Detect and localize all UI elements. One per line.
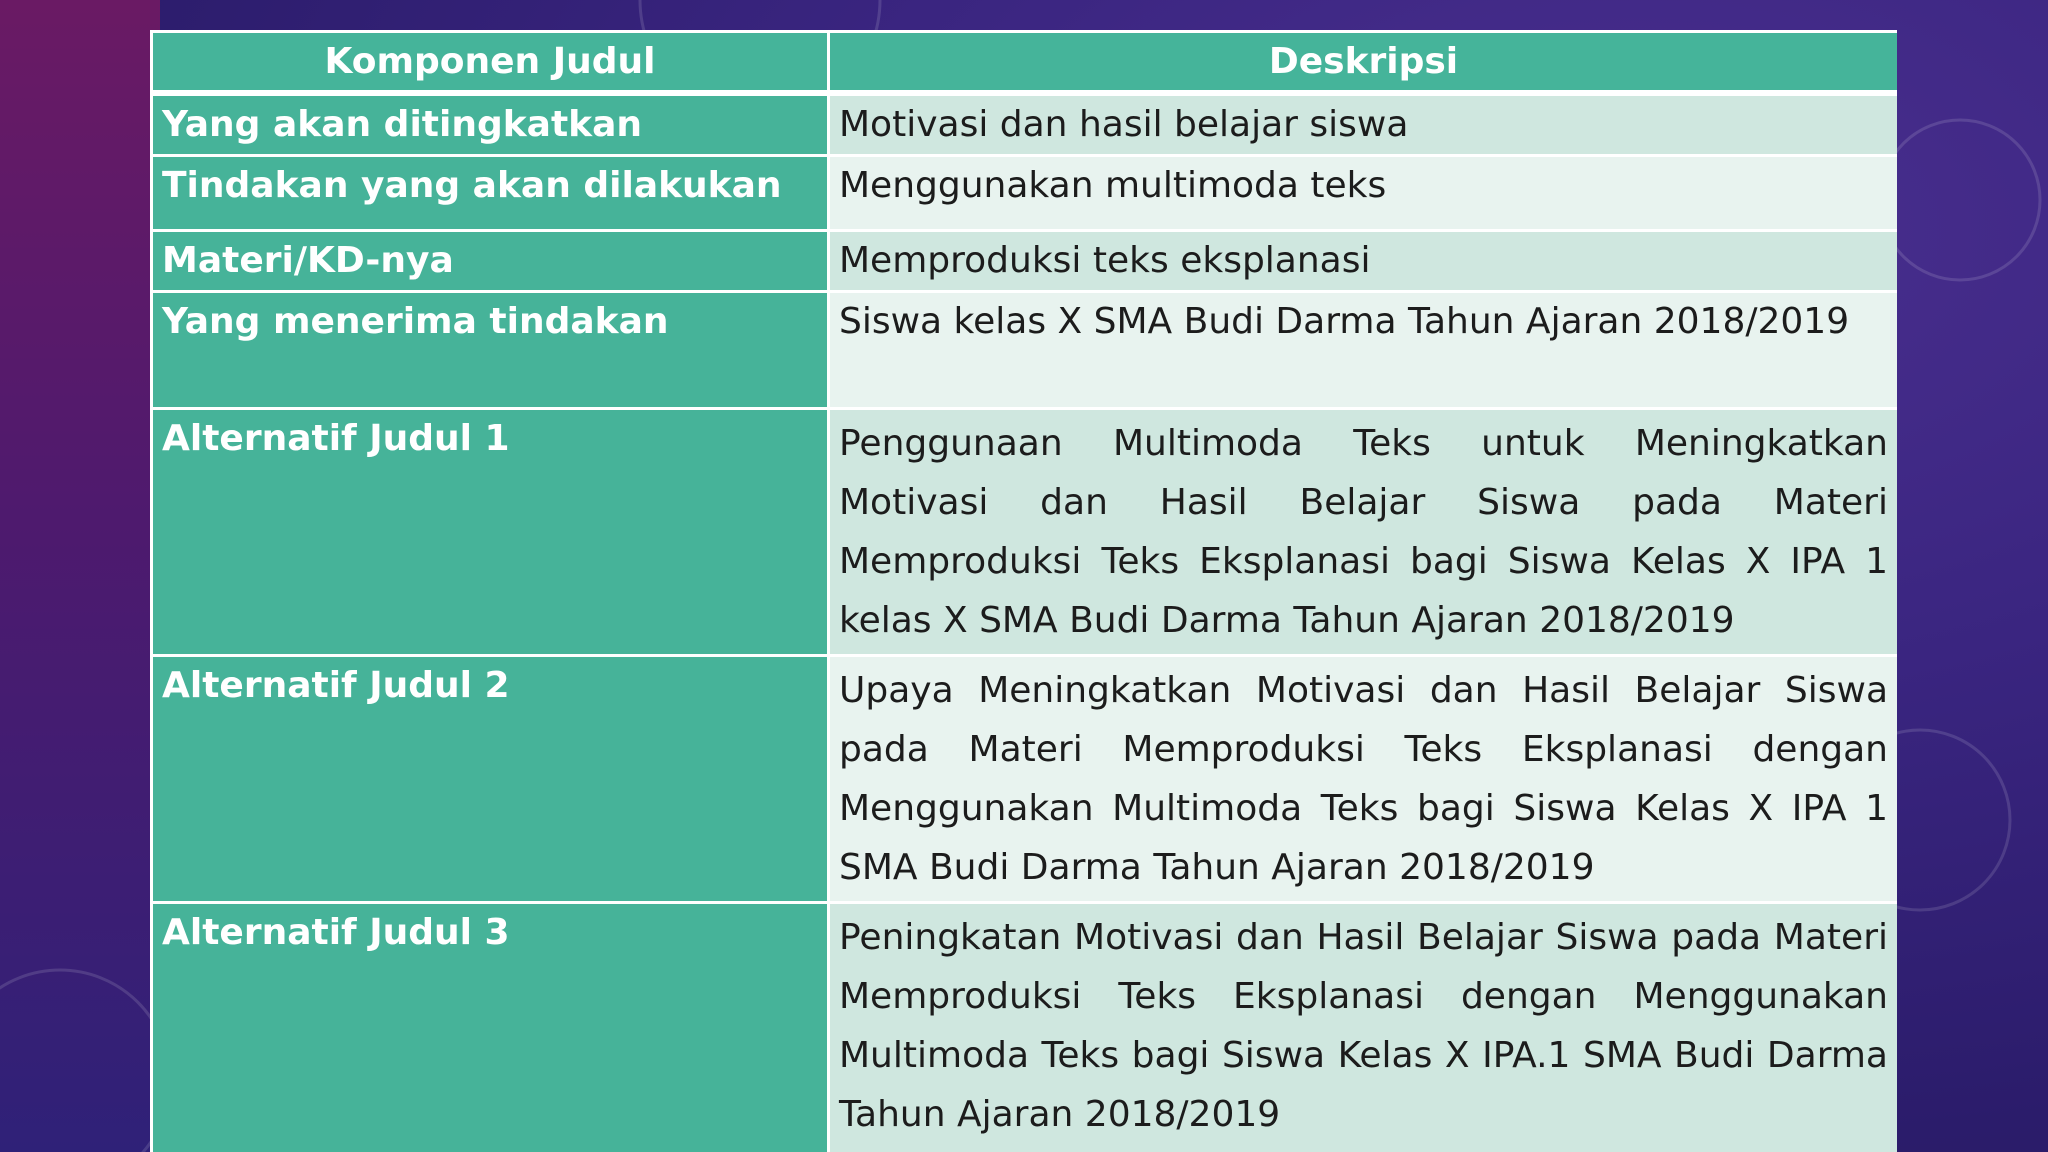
row-description: Memproduksi teks eksplanasi <box>829 231 1898 292</box>
row-description: Upaya Meningkatkan Motivasi dan Hasil Belajar Siswa pada Materi Memproduksi Teks Eksplanasi dengan Menggunakan Multimoda Teks bagi Siswa Kelas X IPA 1 SMA Budi Darma Tahun Ajaran 2018/2019 <box>829 656 1898 903</box>
row-component: Yang akan ditingkatkan <box>152 93 829 156</box>
row-component: Yang menerima tindakan <box>152 292 829 409</box>
table-row <box>152 656 1898 903</box>
row-description: Motivasi dan hasil belajar siswa <box>829 93 1898 156</box>
row-description: Penggunaan Multimoda Teks untuk Meningkatkan Motivasi dan Hasil Belajar Siswa pada Materi Memproduksi Teks Eksplanasi bagi Siswa Kelas X IPA 1 kelas X SMA Budi Darma Tahun Ajaran 2018/2019 <box>829 409 1898 656</box>
deco-ring-right-top <box>1880 120 2040 280</box>
table-row <box>152 409 1898 656</box>
table-header-row <box>152 32 1898 94</box>
row-component: Tindakan yang akan dilakukan <box>152 156 829 231</box>
title-components-table-container <box>150 30 1897 1152</box>
header-component: Komponen Judul <box>152 32 829 94</box>
row-component: Materi/KD-nya <box>152 231 829 292</box>
row-component: Alternatif Judul 2 <box>152 656 829 903</box>
table-row <box>152 231 1898 292</box>
title-components-table <box>150 30 1897 1152</box>
row-component: Alternatif Judul 3 <box>152 903 829 1152</box>
row-description: Peningkatan Motivasi dan Hasil Belajar Siswa pada Materi Memproduksi Teks Eksplanasi dengan Menggunakan Multimoda Teks bagi Siswa Kelas X IPA.1 SMA Budi Darma Tahun Ajaran 2018/2019 <box>829 903 1898 1152</box>
table-row <box>152 156 1898 231</box>
header-description: Deskripsi <box>829 32 1898 94</box>
table-row <box>152 292 1898 409</box>
background-left-band <box>0 0 160 1152</box>
row-component: Alternatif Judul 1 <box>152 409 829 656</box>
row-description: Siswa kelas X SMA Budi Darma Tahun Ajaran 2018/2019 <box>829 292 1898 409</box>
table-row <box>152 903 1898 1152</box>
row-description: Menggunakan multimoda teks <box>829 156 1898 231</box>
table-row <box>152 93 1898 156</box>
